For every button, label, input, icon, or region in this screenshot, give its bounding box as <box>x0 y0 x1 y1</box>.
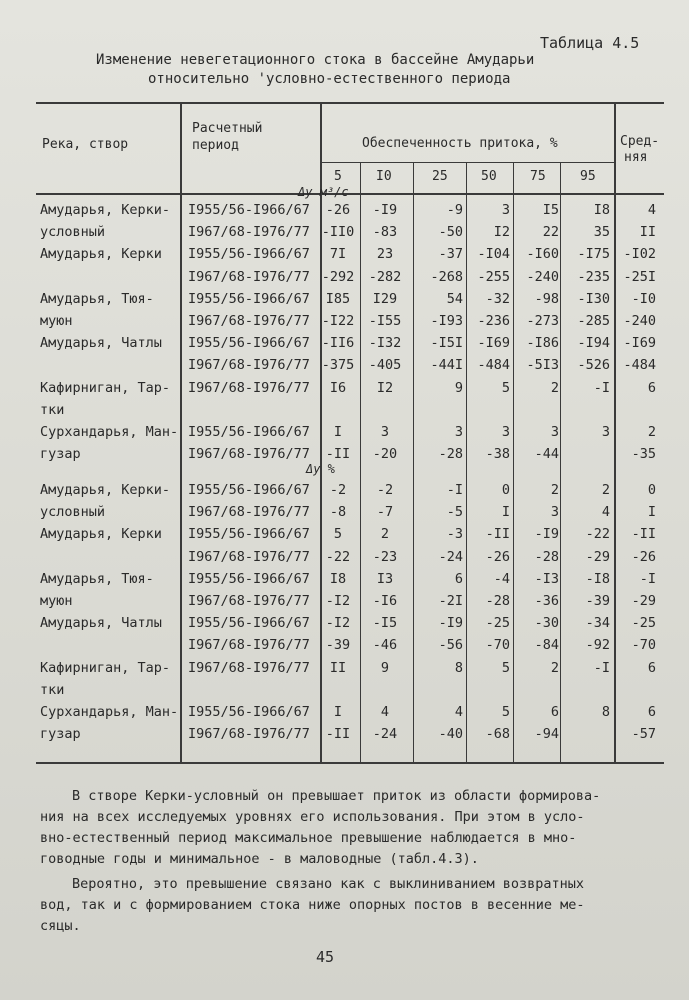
table-row <box>0 613 689 635</box>
cell-v10: I3 <box>376 570 394 587</box>
cell-avg: 6 <box>647 704 656 720</box>
table-row <box>0 244 689 266</box>
cell-v5: -I22 <box>321 313 355 329</box>
header-river: Река, створ <box>42 137 129 152</box>
cell-v50: 5 <box>501 379 510 396</box>
cell-v75: -I60 <box>526 246 559 263</box>
cell-v50: -70 <box>485 637 510 654</box>
cell-river: Амударья, Тюя- <box>40 290 154 307</box>
cell-v5: I85 <box>325 290 351 307</box>
table-row <box>0 200 689 222</box>
cell-v95: I8 <box>593 202 610 218</box>
cell-river: Кафирниган, Тар- <box>40 659 171 676</box>
cell-v50: -I69 <box>477 335 510 352</box>
cell-v75: 22 <box>542 224 559 241</box>
cell-period: I955/56-I966/67 <box>188 335 310 352</box>
cell-river: Амударья, Керки <box>40 246 162 263</box>
cell-v10: -20 <box>372 446 398 463</box>
header-bottom-rule <box>36 193 664 195</box>
cell-v95: -I94 <box>577 335 610 352</box>
cell-v25: -5 <box>446 504 463 521</box>
cell-v5: -292 <box>321 268 355 285</box>
cell-v25: -9 <box>446 202 463 218</box>
cell-avg: -25I <box>623 268 656 285</box>
table-row <box>0 502 689 524</box>
cell-v50: -32 <box>485 290 510 307</box>
cell-v5: -II0 <box>321 224 355 241</box>
cell-v50: -484 <box>477 357 510 374</box>
table-row <box>0 267 689 289</box>
cell-avg: -I <box>639 570 656 587</box>
cell-avg: 4 <box>647 202 656 218</box>
paragraph-line: вод, так и с формированием стока ниже опорных постов в весенние ме- <box>40 897 585 913</box>
paragraph-line: сяцы. <box>40 918 81 934</box>
cell-v25: -2I <box>438 593 463 609</box>
cell-v10: -I55 <box>368 313 402 329</box>
cell-v75: -I86 <box>526 335 559 352</box>
cell-v95: 4 <box>601 504 610 521</box>
cell-v95: -I <box>593 379 610 396</box>
table-row <box>0 680 689 702</box>
table-top-rule <box>36 102 664 104</box>
cell-v5: 5 <box>333 526 343 543</box>
cell-v95: -235 <box>577 268 610 285</box>
cell-v25: 8 <box>454 659 463 676</box>
table-row <box>0 333 689 355</box>
paragraph-line: Вероятно, это превышение связано как с выклиниванием возвратных <box>72 876 585 892</box>
cell-v10: -2 <box>376 482 394 498</box>
cell-v10: -282 <box>368 268 402 285</box>
cell-avg: -I0 <box>631 290 656 307</box>
cell-period: I955/56-I966/67 <box>188 246 310 263</box>
cell-v10: 2 <box>380 526 390 543</box>
cell-v75: -30 <box>534 615 559 632</box>
cell-river: Сурхандарья, Ман- <box>40 704 179 720</box>
cell-river: Амударья, Чатлы <box>40 615 162 632</box>
table-label: Таблица 4.5 <box>540 34 640 52</box>
cell-avg: -70 <box>631 637 656 654</box>
cell-v25: -44I <box>430 357 463 374</box>
cell-avg: -I02 <box>623 246 656 263</box>
cell-v95: -I75 <box>577 246 610 263</box>
cell-v25: -50 <box>438 224 463 241</box>
cell-river: условный <box>40 224 106 241</box>
cell-v5: -26 <box>325 202 351 218</box>
cell-river: Амударья, Тюя- <box>40 570 154 587</box>
cell-v5: -22 <box>325 548 351 565</box>
cell-v5: 7I <box>329 246 347 263</box>
cell-v50: -26 <box>485 548 510 565</box>
cell-period: I967/68-I976/77 <box>188 446 310 463</box>
table-row <box>0 444 689 466</box>
table-row <box>0 724 689 746</box>
cell-v10: -46 <box>372 637 398 654</box>
cell-v5: I6 <box>329 379 347 396</box>
header-period-1: Расчетный <box>192 121 263 136</box>
cell-v95: -I30 <box>577 290 610 307</box>
table-row <box>0 569 689 591</box>
cell-v25: -56 <box>438 637 463 654</box>
cell-period: I967/68-I976/77 <box>188 548 310 565</box>
cell-v75: -28 <box>534 548 559 565</box>
cell-v5: -375 <box>321 357 355 374</box>
header-p25: 25 <box>432 169 448 184</box>
cell-v50: 5 <box>501 704 510 720</box>
cell-period: I967/68-I976/77 <box>188 313 310 329</box>
table-title-line-2: относительно 'условно-естественного периода <box>148 71 511 87</box>
cell-v50: 3 <box>501 202 510 218</box>
cell-v75: -240 <box>526 268 559 285</box>
cell-v75: I5 <box>542 202 559 218</box>
table-row <box>0 289 689 311</box>
header-mid-rule <box>320 162 614 163</box>
cell-v75: -44 <box>534 446 559 463</box>
cell-v75: -36 <box>534 593 559 609</box>
cell-period: I967/68-I976/77 <box>188 268 310 285</box>
cell-v75: -84 <box>534 637 559 654</box>
cell-v75: -I9 <box>534 526 559 543</box>
cell-river: Кафирниган, Тар- <box>40 379 171 396</box>
paragraph-line: говодные годы и минимальное - в маловодные (табл.4.3). <box>40 851 479 867</box>
cell-v10: I29 <box>372 290 398 307</box>
header-avg-1: Сред- <box>620 134 660 149</box>
cell-v50: 5 <box>501 659 510 676</box>
cell-v10: -83 <box>372 224 398 241</box>
cell-v50: -II <box>485 526 510 543</box>
cell-v95: -39 <box>585 593 610 609</box>
cell-v75: -5I3 <box>526 357 559 374</box>
header-p95: 95 <box>580 169 596 184</box>
cell-period: I967/68-I976/77 <box>188 726 310 743</box>
cell-v10: -I32 <box>368 335 402 352</box>
table-row <box>0 422 689 444</box>
cell-v75: -98 <box>534 290 559 307</box>
cell-v5: -II <box>325 726 351 743</box>
cell-v5: -8 <box>329 504 347 521</box>
table-row <box>0 311 689 333</box>
header-p50: 50 <box>481 169 497 184</box>
cell-avg: -29 <box>631 593 656 609</box>
cell-v25: -I93 <box>430 313 463 329</box>
cell-v95: -34 <box>585 615 610 632</box>
table-row <box>0 658 689 680</box>
cell-v10: -7 <box>376 504 394 521</box>
cell-v10: -405 <box>368 357 402 374</box>
table-row <box>0 400 689 422</box>
unit-percent: Δy % <box>306 462 335 476</box>
cell-v5: -2 <box>329 482 347 498</box>
cell-v75: 2 <box>550 482 559 498</box>
cell-river: гузар <box>40 446 81 463</box>
table-row <box>0 591 689 613</box>
cell-avg: -57 <box>631 726 656 743</box>
cell-v10: 4 <box>380 704 390 720</box>
cell-avg: I <box>647 504 656 521</box>
cell-avg: -25 <box>631 615 656 632</box>
header-p5: 5 <box>334 169 342 184</box>
cell-v25: -I <box>446 482 463 498</box>
table-row <box>0 524 689 546</box>
cell-v25: -3 <box>446 526 463 543</box>
cell-v10: 9 <box>380 659 390 676</box>
cell-v95: -285 <box>577 313 610 329</box>
paragraph-line: ния на всех исследуемых уровнях его использования. При этом в усло- <box>40 809 585 825</box>
cell-v95: -526 <box>577 357 610 374</box>
cell-v5: I <box>333 704 343 720</box>
table-row <box>0 702 689 724</box>
cell-v50: -28 <box>485 593 510 609</box>
cell-v25: -268 <box>430 268 463 285</box>
cell-v5: -II6 <box>321 335 355 352</box>
table-bottom-rule <box>36 762 664 764</box>
cell-v25: 3 <box>454 424 463 440</box>
table-row <box>0 547 689 569</box>
cell-river: тки <box>40 401 65 418</box>
cell-period: I955/56-I966/67 <box>188 424 310 440</box>
cell-v25: -I9 <box>438 615 463 632</box>
cell-v95: -92 <box>585 637 610 654</box>
cell-period: I967/68-I976/77 <box>188 593 310 609</box>
cell-v50: -I04 <box>477 246 510 263</box>
cell-avg: 0 <box>647 482 656 498</box>
page-number: 45 <box>316 948 335 966</box>
cell-period: I967/68-I976/77 <box>188 637 310 654</box>
table-row <box>0 222 689 244</box>
cell-v25: 9 <box>454 379 463 396</box>
cell-avg: 6 <box>647 659 656 676</box>
cell-river: тки <box>40 681 65 698</box>
cell-v10: -I9 <box>372 202 398 218</box>
table-row <box>0 635 689 657</box>
cell-v75: 2 <box>550 379 559 396</box>
header-period-2: период <box>192 138 239 153</box>
cell-v95: -I8 <box>585 570 610 587</box>
cell-river: гузар <box>40 726 81 743</box>
table-row <box>0 378 689 400</box>
cell-v25: -40 <box>438 726 463 743</box>
cell-v5: -I2 <box>325 615 351 632</box>
unit-absolute: Δy м³/с <box>298 185 349 199</box>
cell-period: I955/56-I966/67 <box>188 290 310 307</box>
cell-v5: -39 <box>325 637 351 654</box>
cell-v50: -38 <box>485 446 510 463</box>
cell-v50: -236 <box>477 313 510 329</box>
cell-v75: 6 <box>550 704 559 720</box>
cell-v25: -37 <box>438 246 463 263</box>
cell-v95: -29 <box>585 548 610 565</box>
cell-avg: -240 <box>623 313 656 329</box>
cell-period: I955/56-I966/67 <box>188 615 310 632</box>
cell-v5: -I2 <box>325 593 351 609</box>
cell-v95: 8 <box>601 704 610 720</box>
cell-river: условный <box>40 504 106 521</box>
cell-period: I967/68-I976/77 <box>188 357 310 374</box>
cell-avg: -I69 <box>623 335 656 352</box>
cell-avg: -35 <box>631 446 656 463</box>
cell-v95: 2 <box>601 482 610 498</box>
paragraph-line: вно-естественный период максимальное превышение наблюдается в мно- <box>40 830 577 846</box>
cell-river: муюн <box>40 593 73 609</box>
cell-v75: -273 <box>526 313 559 329</box>
cell-v10: -I6 <box>372 593 398 609</box>
cell-v5: I8 <box>329 570 347 587</box>
header-p10: I0 <box>376 169 392 184</box>
cell-v75: 3 <box>550 504 559 521</box>
cell-v25: 4 <box>454 704 463 720</box>
table-row <box>0 480 689 502</box>
table-row <box>0 355 689 377</box>
cell-v50: -4 <box>493 570 510 587</box>
cell-v50: -68 <box>485 726 510 743</box>
cell-river: Сурхандарья, Ман- <box>40 424 179 440</box>
cell-v75: -I3 <box>534 570 559 587</box>
cell-v10: 23 <box>376 246 394 263</box>
cell-v5: II <box>329 659 347 676</box>
header-p75: 75 <box>530 169 546 184</box>
cell-avg: II <box>639 224 656 241</box>
cell-river: Амударья, Керки- <box>40 482 171 498</box>
cell-v75: 3 <box>550 424 559 440</box>
cell-period: I967/68-I976/77 <box>188 659 310 676</box>
cell-period: I955/56-I966/67 <box>188 482 310 498</box>
cell-v95: 35 <box>593 224 610 241</box>
cell-v10: -I5 <box>372 615 398 632</box>
cell-v95: -22 <box>585 526 610 543</box>
cell-v50: I <box>501 504 510 521</box>
cell-period: I967/68-I976/77 <box>188 224 310 241</box>
cell-v50: -255 <box>477 268 510 285</box>
header-avg-2: няя <box>624 150 648 165</box>
cell-v75: -94 <box>534 726 559 743</box>
cell-v10: -23 <box>372 548 398 565</box>
cell-period: I955/56-I966/67 <box>188 526 310 543</box>
paragraph-line: В створе Керки-условный он превышает приток из области формирова- <box>72 788 601 804</box>
cell-avg: -26 <box>631 548 656 565</box>
cell-v25: -24 <box>438 548 463 565</box>
cell-period: I967/68-I976/77 <box>188 504 310 521</box>
cell-v10: I2 <box>376 379 394 396</box>
table-title-line-1: Изменение невегетационного стока в бассейне Амударьи <box>96 52 535 68</box>
cell-v75: 2 <box>550 659 559 676</box>
cell-river: муюн <box>40 313 73 329</box>
cell-v5: -II <box>325 446 351 463</box>
header-supply: Обеспеченность притока, % <box>362 136 558 151</box>
cell-v50: -25 <box>485 615 510 632</box>
cell-period: I955/56-I966/67 <box>188 570 310 587</box>
cell-period: I955/56-I966/67 <box>188 202 310 218</box>
cell-v10: 3 <box>380 424 390 440</box>
cell-river: Амударья, Чатлы <box>40 335 162 352</box>
cell-period: I967/68-I976/77 <box>188 379 310 396</box>
cell-v95: -I <box>593 659 610 676</box>
cell-avg: -484 <box>623 357 656 374</box>
cell-v25: -28 <box>438 446 463 463</box>
cell-v95: 3 <box>601 424 610 440</box>
cell-v50: 3 <box>501 424 510 440</box>
cell-river: Амударья, Керки- <box>40 202 171 218</box>
cell-v5: I <box>333 424 343 440</box>
cell-v10: -24 <box>372 726 398 743</box>
cell-v25: -I5I <box>430 335 463 352</box>
cell-avg: -II <box>631 526 656 543</box>
cell-avg: 6 <box>647 379 656 396</box>
cell-v50: I2 <box>493 224 510 241</box>
cell-v50: 0 <box>501 482 510 498</box>
cell-river: Амударья, Керки <box>40 526 162 543</box>
cell-avg: 2 <box>647 424 656 440</box>
cell-period: I955/56-I966/67 <box>188 704 310 720</box>
cell-v25: 6 <box>454 570 463 587</box>
cell-v25: 54 <box>446 290 463 307</box>
